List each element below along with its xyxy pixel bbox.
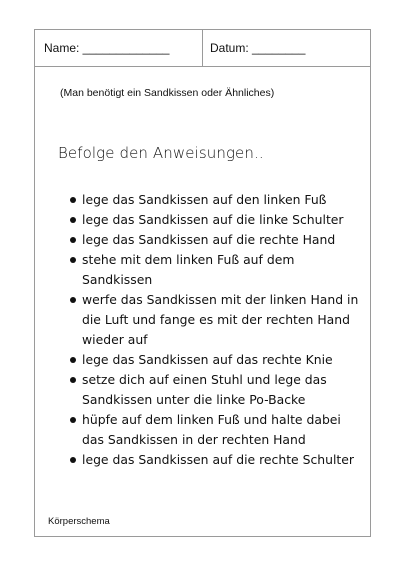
instruction-text: werfe das Sandkissen mit der linken Hand in die Luft und fange es mit der rechten Hand wieder auf xyxy=(82,292,359,347)
bullet-icon xyxy=(70,217,76,223)
bullet-icon xyxy=(70,357,76,363)
instruction-text: lege das Sandkissen auf die rechte Schulter xyxy=(82,452,355,467)
instruction-text: lege das Sandkissen auf den linken Fuß xyxy=(82,192,327,207)
date-field[interactable]: Datum: ________ xyxy=(210,41,306,55)
instruction-item xyxy=(69,190,359,210)
instruction-item xyxy=(69,410,359,450)
bullet-icon xyxy=(70,297,76,303)
bullet-icon xyxy=(70,457,76,463)
instruction-item xyxy=(69,370,359,410)
footer-label: Körperschema xyxy=(48,516,110,527)
instruction-item xyxy=(69,250,359,290)
instruction-text: stehe mit dem linken Fuß auf dem Sandkissen xyxy=(82,252,295,287)
worksheet xyxy=(34,29,371,537)
name-field[interactable]: Name: _____________ xyxy=(44,41,170,55)
instructions-heading: Befolge den Anweisungen.. xyxy=(58,144,264,162)
instruction-item xyxy=(69,350,359,370)
bullet-icon xyxy=(70,197,76,203)
instruction-item xyxy=(69,210,359,230)
instruction-item xyxy=(69,230,359,250)
header-row xyxy=(35,30,370,67)
instruction-text: hüpfe auf dem linken Fuß und halte dabei das Sandkissen in der rechten Hand xyxy=(82,412,341,447)
instruction-item xyxy=(69,450,359,470)
bullet-icon xyxy=(70,237,76,243)
bullet-icon xyxy=(70,257,76,263)
instruction-list xyxy=(69,190,359,470)
instruction-text: lege das Sandkissen auf die linke Schulter xyxy=(82,212,344,227)
instruction-text: setze dich auf einen Stuhl und lege das Sandkissen unter die linke Po-Backe xyxy=(82,372,327,407)
bullet-icon xyxy=(70,377,76,383)
header-divider xyxy=(202,30,203,67)
instruction-text: lege das Sandkissen auf das rechte Knie xyxy=(82,352,333,367)
instruction-text: lege das Sandkissen auf die rechte Hand xyxy=(82,232,336,247)
instruction-item xyxy=(69,290,359,350)
bullet-icon xyxy=(70,417,76,423)
materials-note: (Man benötigt ein Sandkissen oder Ähnliches) xyxy=(60,87,275,99)
